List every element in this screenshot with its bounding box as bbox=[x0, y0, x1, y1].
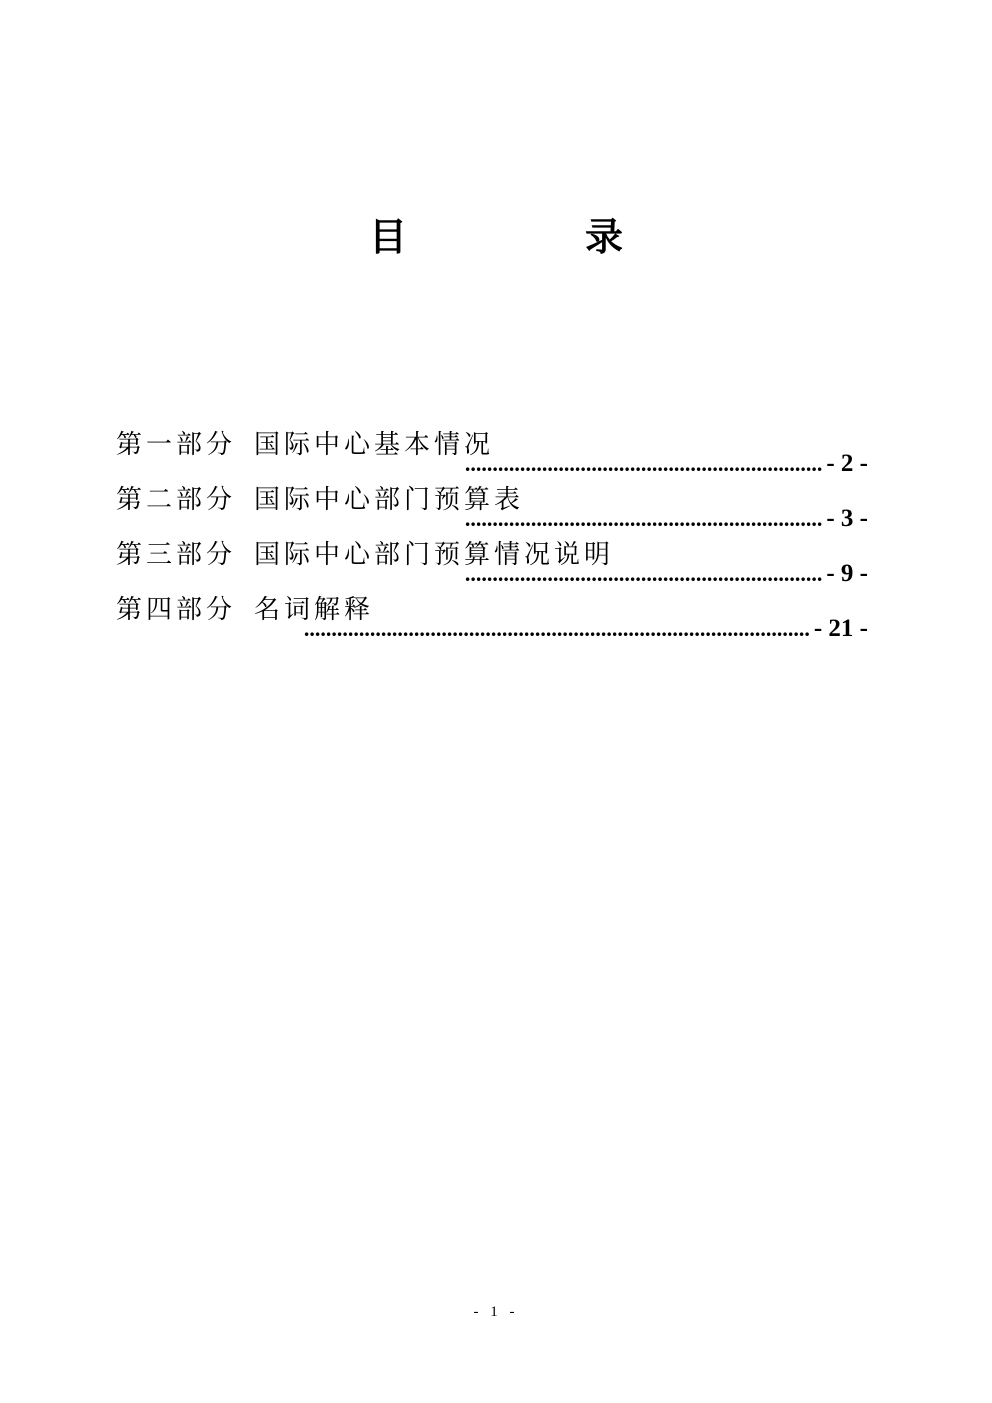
toc-leader bbox=[464, 450, 868, 478]
table-of-contents bbox=[116, 424, 868, 644]
toc-page-number: - 21 - bbox=[813, 615, 868, 642]
toc-entry-part-3[interactable] bbox=[116, 534, 868, 589]
toc-page-number: - 9 - bbox=[826, 560, 868, 587]
page-footer-number: - 1 - bbox=[473, 1304, 519, 1320]
toc-entry-title: 国际中心基本情况 bbox=[254, 430, 495, 460]
toc-entry-label bbox=[116, 483, 524, 517]
toc-leader bbox=[303, 615, 868, 643]
toc-entry-part: 第二部分 bbox=[116, 485, 237, 515]
dot-leader: ................................................................. bbox=[464, 451, 823, 476]
dot-leader: ................................................................. bbox=[464, 561, 823, 586]
dot-leader: ............................................................................................ bbox=[303, 616, 810, 641]
toc-entry-title: 国际中心部门预算表 bbox=[254, 485, 525, 515]
toc-page-number: - 3 - bbox=[826, 505, 868, 532]
toc-leader bbox=[464, 560, 868, 588]
toc-entry-part: 第三部分 bbox=[116, 540, 237, 570]
toc-entry-part-2[interactable] bbox=[116, 479, 868, 534]
toc-entry-title: 国际中心部门预算情况说明 bbox=[254, 540, 615, 570]
toc-entry-part: 第四部分 bbox=[116, 595, 237, 625]
toc-entry-title: 名词解释 bbox=[254, 595, 375, 625]
toc-leader bbox=[464, 505, 868, 533]
toc-page-number: - 2 - bbox=[826, 450, 868, 477]
page-title: 目 录 bbox=[368, 215, 693, 259]
toc-entry-part: 第一部分 bbox=[116, 430, 237, 460]
toc-entry-label bbox=[116, 428, 494, 462]
toc-entry-part-4[interactable] bbox=[116, 589, 868, 644]
toc-entry-part-1[interactable] bbox=[116, 424, 868, 479]
dot-leader: ................................................................. bbox=[464, 506, 823, 531]
